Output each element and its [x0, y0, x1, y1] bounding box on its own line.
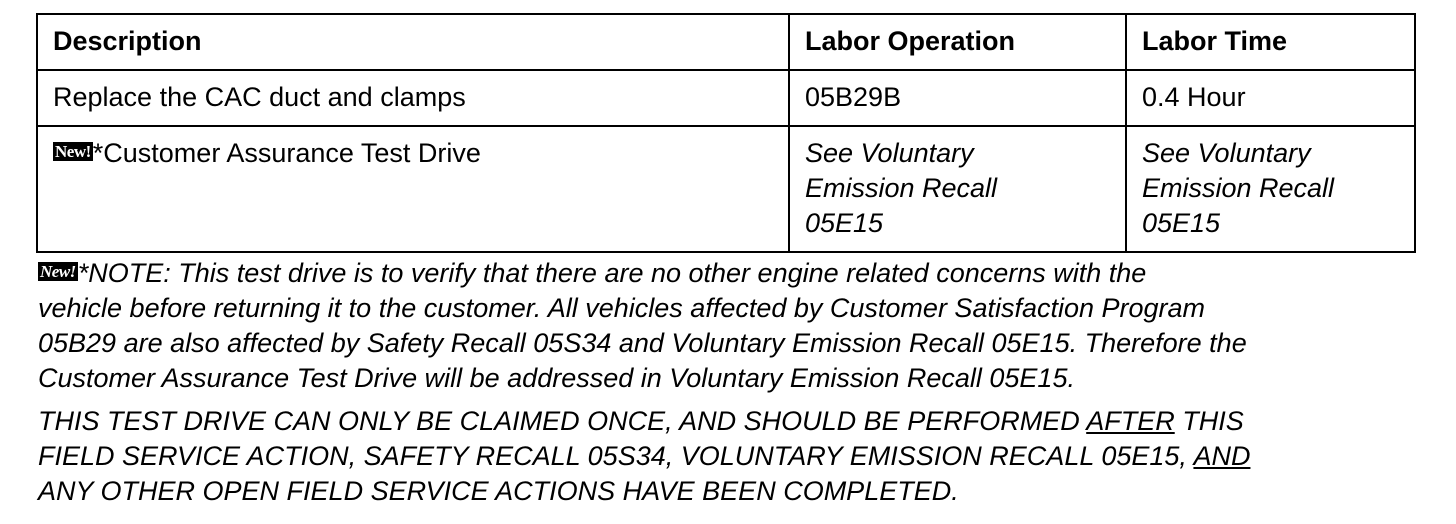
table-row — [37, 70, 1415, 126]
row2-labor-time-line: Emission Recall — [1142, 173, 1335, 203]
row2-labor-operation-line: 05E15 — [805, 208, 884, 238]
note-line: 05B29 are also affected by Safety Recall 05S34 and Voluntary Emission Recall 05E15. Therefore the — [38, 328, 1247, 358]
header-labor-time: Labor Time — [1126, 14, 1415, 70]
header-labor-operation: Labor Operation — [789, 14, 1126, 70]
note-line: Customer Assurance Test Drive will be addressed in Voluntary Emission Recall 05E15. — [38, 363, 1075, 393]
underlined-and: AND — [1193, 441, 1251, 471]
row2-labor-operation — [789, 126, 1126, 252]
row2-description-cell — [37, 126, 789, 252]
caps-line3-text: ANY OTHER OPEN FIELD SERVICE ACTIONS HAVE BEEN COMPLETED. — [38, 476, 959, 506]
row2-labor-time-line: See Voluntary — [1142, 138, 1311, 168]
row1-description: Replace the CAC duct and clamps — [37, 70, 789, 126]
new-badge: New! — [40, 262, 76, 281]
table-row — [37, 126, 1415, 252]
underlined-after: AFTER — [1086, 406, 1175, 436]
row2-labor-time — [1126, 126, 1415, 252]
labor-table — [36, 13, 1416, 253]
table-header-row — [37, 14, 1415, 70]
row1-labor-time: 0.4 Hour — [1126, 70, 1415, 126]
caps-line1-text: THIS TEST DRIVE CAN ONLY BE CLAIMED ONCE, AND SHOULD BE PERFORMED — [38, 406, 1087, 436]
row2-labor-operation-line: See Voluntary — [805, 138, 974, 168]
claim-instructions-note — [38, 404, 1428, 509]
caps-line2-text: FIELD SERVICE ACTION, SAFETY RECALL 05S34, VOLUNTARY EMISSION RECALL 05E15, — [38, 441, 1194, 471]
new-badge: New! — [55, 142, 91, 161]
row2-description: *Customer Assurance Test Drive — [92, 138, 481, 168]
row1-labor-operation: 05B29B — [789, 70, 1126, 126]
header-description: Description — [37, 14, 789, 70]
caps-line1-tail: THIS — [1174, 406, 1244, 436]
note-line: vehicle before returning it to the customer. All vehicles affected by Customer Satisfaction Program — [38, 293, 1206, 323]
row2-labor-time-line: 05E15 — [1142, 208, 1221, 238]
note-line: *NOTE: This test drive is to verify that there are no other engine related concerns with the — [77, 258, 1147, 288]
row2-labor-operation-line: Emission Recall — [805, 173, 998, 203]
test-drive-note — [38, 256, 1428, 396]
